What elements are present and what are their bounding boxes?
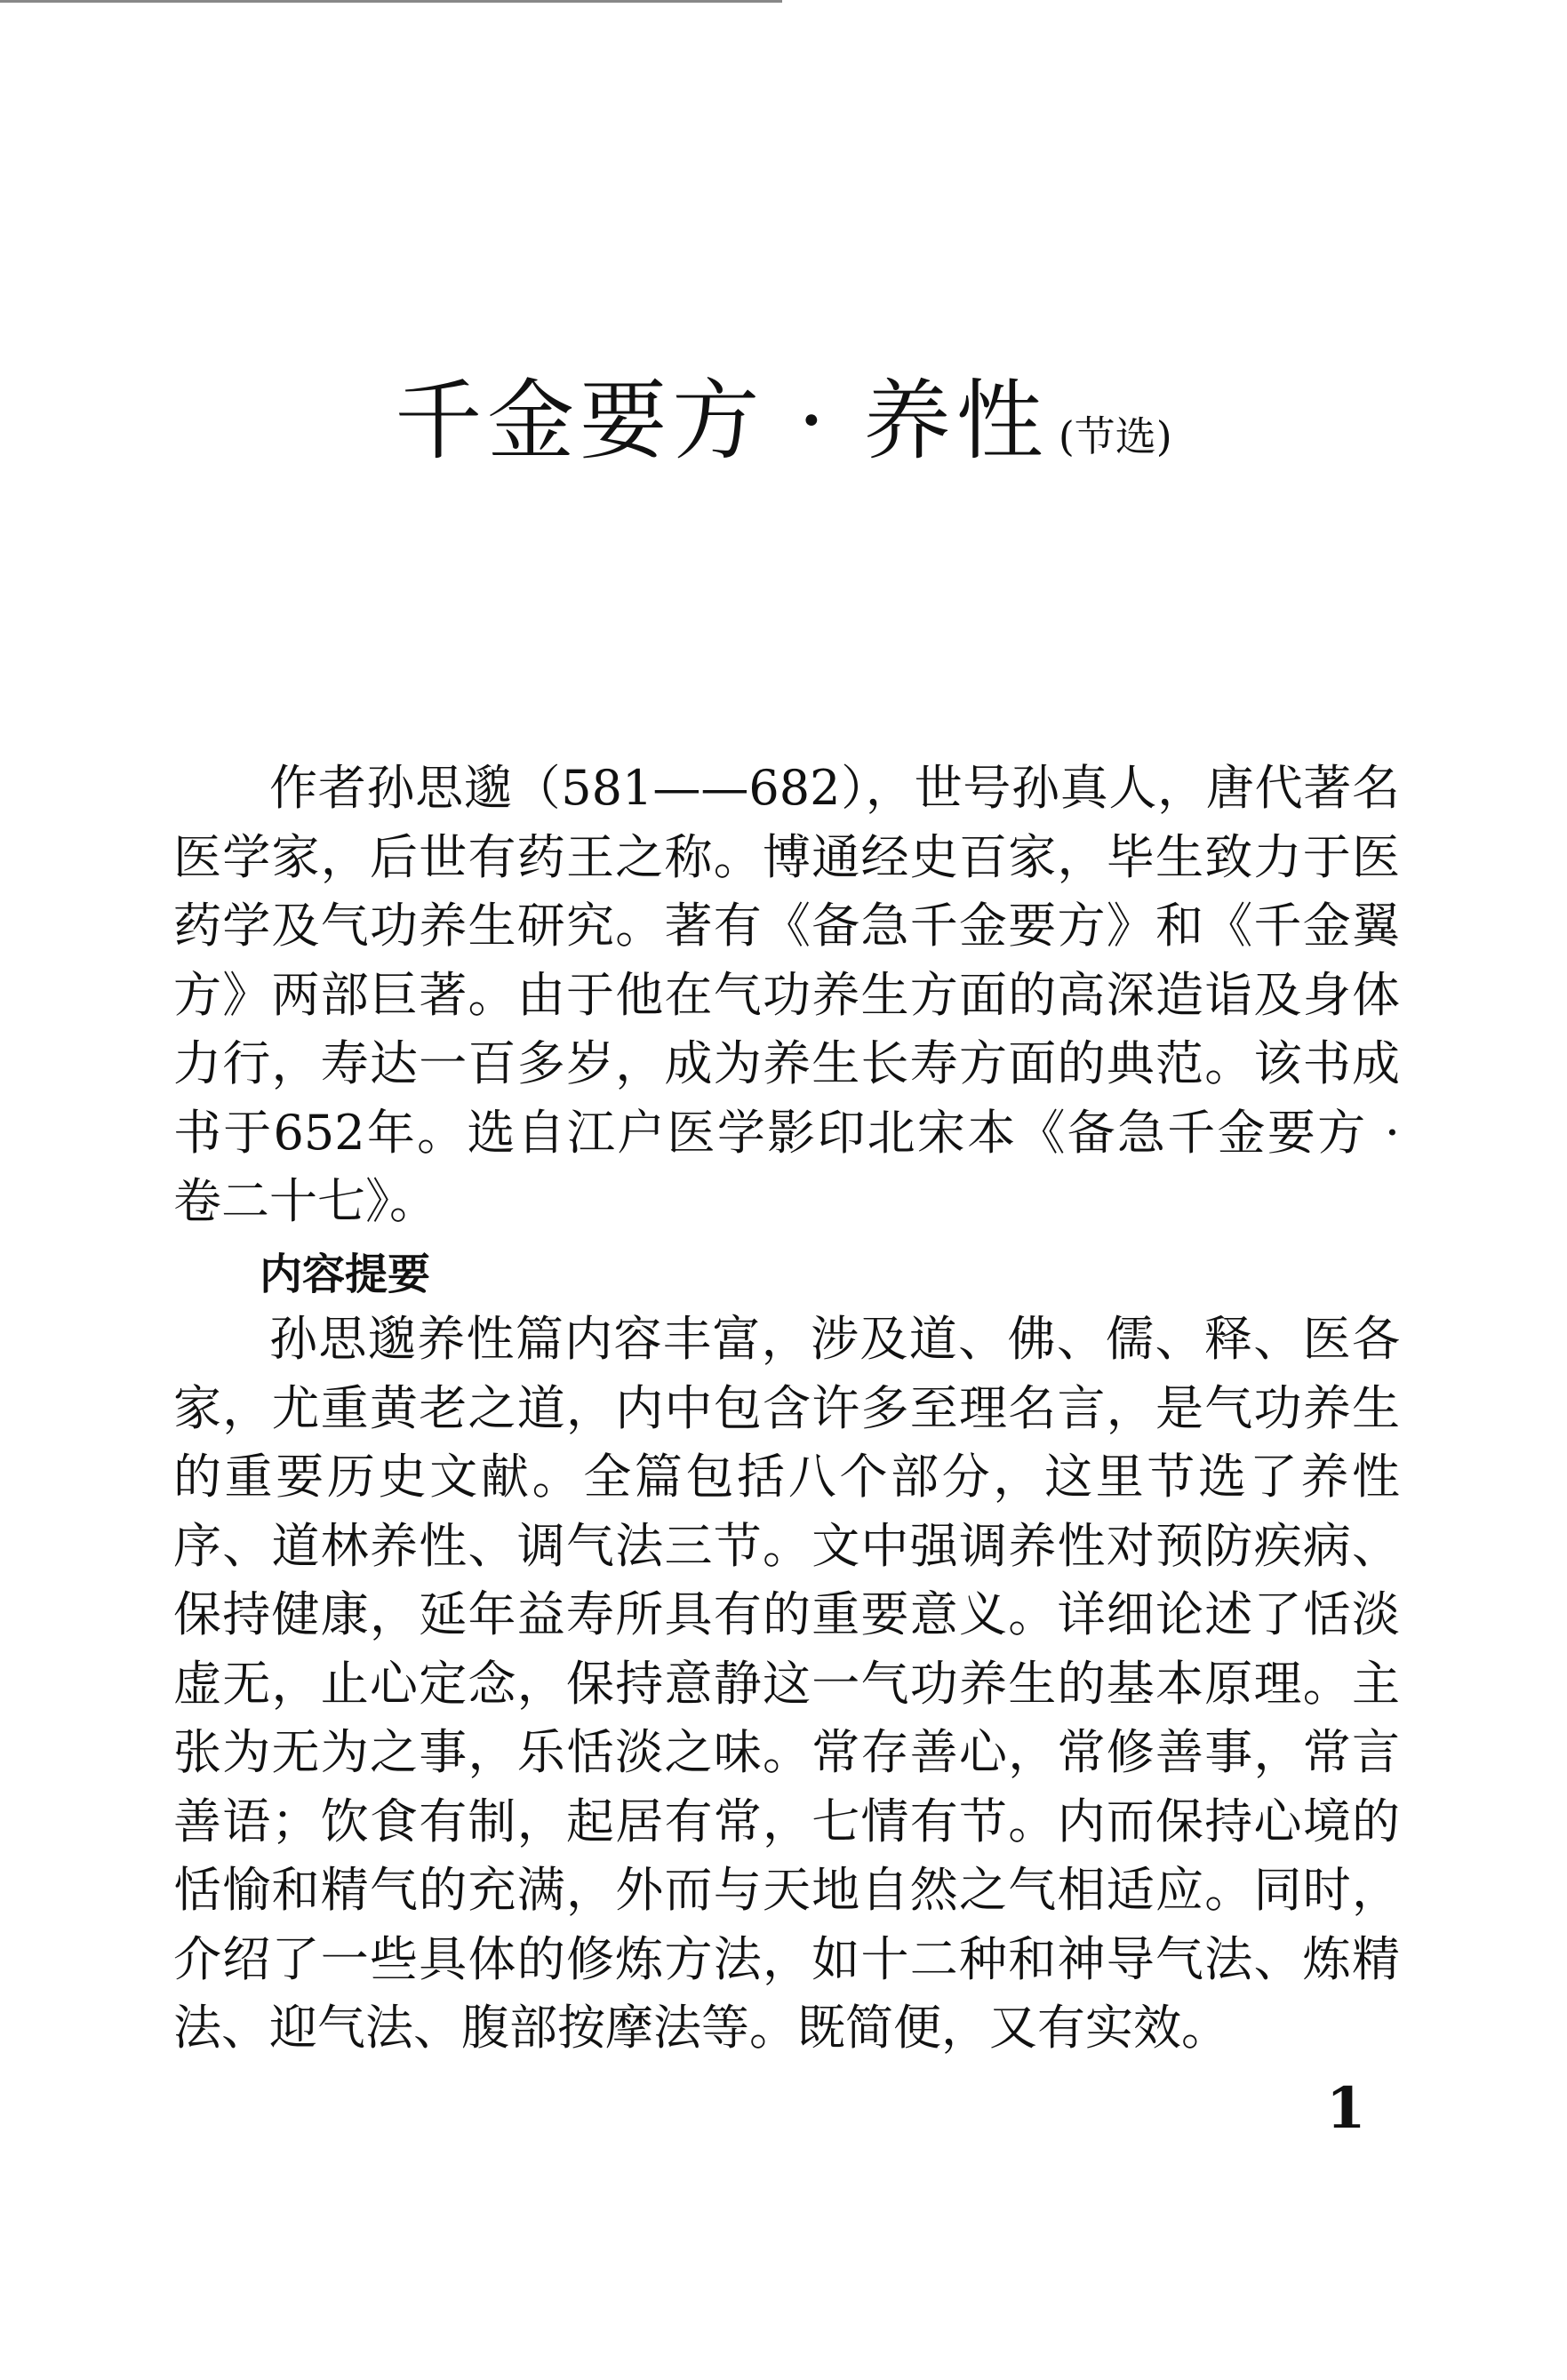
summary-heading: 内容提要 <box>260 1250 431 1299</box>
summary-paragraph: 孙思邈养性篇内容丰富，涉及道、佛、儒、释、医各家，尤重黄老之道，内中包含许多至理名言，是气功养生的重要历史文献。全篇包括八个部分，这里节选了养性序、道林养性、调气法三节。文中强调养性对预防疾病、保持健康，延年益寿所具有的重要意义。详细论述了恬淡虚无，止心定念，保持意静这一气功养生的基本原理。主张为无为之事，乐恬淡之味。常存善心，常修善事，常言善语；饮食有制，起居有常，七情有节。内而保持心境的恬愉和精气的充满，外而与天地自然之气相适应。同时，介绍了一些具体的修炼方法，如十二种和神导气法、炼精法、迎气法、腹部按摩法等。既简便，又有实效。 <box>173 1311 1400 2056</box>
top-scan-edge-line <box>0 0 782 3</box>
author-intro-paragraph: 作者孙思邈（581——682），世号孙真人，唐代著名医学家，后世有药王之称。博通经史百家，毕生致力于医药学及气功养生研究。著有《备急千金要方》和《千金翼方》两部巨著。由于他在气功养生方面的高深造诣及身体力行，寿达一百多岁，成为养生长寿方面的典范。该书成书于652年。选自江户医学影印北宋本《备急千金要方 · 卷二十七》。 <box>173 760 1400 1229</box>
title-excerpt-note: (节选) <box>1058 412 1172 460</box>
page-title <box>0 351 1567 476</box>
page-number: 1 <box>1326 2075 1366 2142</box>
title-main-text: 千金要方 · 养性 <box>395 371 1049 472</box>
